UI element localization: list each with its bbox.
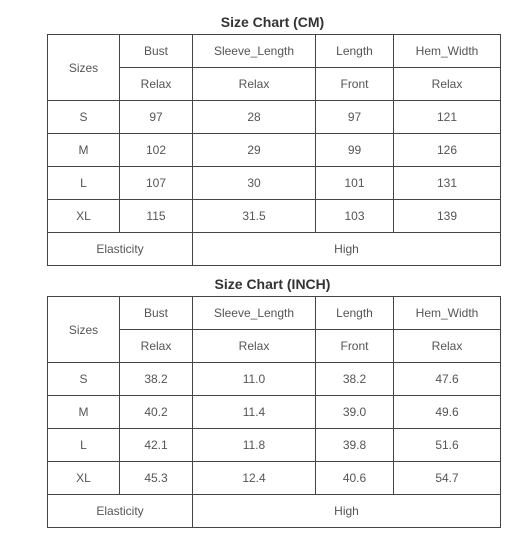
value-cell: 102	[120, 134, 193, 167]
size-cell: S	[48, 363, 120, 396]
sleeve-length-subheader: Relax	[193, 68, 316, 101]
value-cell: 30	[193, 167, 316, 200]
value-cell: 115	[120, 200, 193, 233]
sizes-header: Sizes	[48, 297, 120, 363]
value-cell: 99	[316, 134, 394, 167]
elasticity-value: High	[193, 233, 501, 266]
value-cell: 51.6	[394, 429, 501, 462]
length-subheader: Front	[316, 330, 394, 363]
bust-header: Bust	[120, 297, 193, 330]
table-row	[48, 396, 501, 429]
value-cell: 40.6	[316, 462, 394, 495]
size-cell: S	[48, 101, 120, 134]
elasticity-label: Elasticity	[48, 233, 193, 266]
value-cell: 39.0	[316, 396, 394, 429]
value-cell: 11.8	[193, 429, 316, 462]
length-header: Length	[316, 35, 394, 68]
value-cell: 103	[316, 200, 394, 233]
value-cell: 28	[193, 101, 316, 134]
header-row	[48, 297, 501, 330]
size-cell: M	[48, 134, 120, 167]
value-cell: 29	[193, 134, 316, 167]
header-row	[48, 35, 501, 68]
table-row	[48, 429, 501, 462]
value-cell: 11.4	[193, 396, 316, 429]
length-header: Length	[316, 297, 394, 330]
value-cell: 101	[316, 167, 394, 200]
elasticity-row	[48, 495, 501, 528]
value-cell: 31.5	[193, 200, 316, 233]
value-cell: 45.3	[120, 462, 193, 495]
value-cell: 126	[394, 134, 501, 167]
value-cell: 49.6	[394, 396, 501, 429]
hem-width-header: Hem_Width	[394, 35, 501, 68]
table-row	[48, 134, 501, 167]
value-cell: 40.2	[120, 396, 193, 429]
size-chart-inch-table	[47, 296, 501, 528]
elasticity-row	[48, 233, 501, 266]
value-cell: 131	[394, 167, 501, 200]
size-chart-cm-title: Size Chart (CM)	[220, 14, 325, 30]
sizes-header: Sizes	[48, 35, 120, 101]
hem-width-header: Hem_Width	[394, 297, 501, 330]
table-row	[48, 200, 501, 233]
value-cell: 97	[120, 101, 193, 134]
value-cell: 39.8	[316, 429, 394, 462]
size-chart-inch-title: Size Chart (INCH)	[214, 276, 331, 292]
hem-width-subheader: Relax	[394, 330, 501, 363]
value-cell: 121	[394, 101, 501, 134]
table-row	[48, 462, 501, 495]
elasticity-value: High	[193, 495, 501, 528]
value-cell: 11.0	[193, 363, 316, 396]
value-cell: 139	[394, 200, 501, 233]
table-row	[48, 167, 501, 200]
value-cell: 38.2	[120, 363, 193, 396]
sleeve-length-header: Sleeve_Length	[193, 297, 316, 330]
size-cell: XL	[48, 462, 120, 495]
length-subheader: Front	[316, 68, 394, 101]
table-row	[48, 363, 501, 396]
sleeve-length-subheader: Relax	[193, 330, 316, 363]
value-cell: 107	[120, 167, 193, 200]
size-cell: L	[48, 167, 120, 200]
size-cell: L	[48, 429, 120, 462]
hem-width-subheader: Relax	[394, 68, 501, 101]
bust-subheader: Relax	[120, 68, 193, 101]
value-cell: 38.2	[316, 363, 394, 396]
size-chart-cm-table	[47, 34, 501, 266]
bust-header: Bust	[120, 35, 193, 68]
table-row	[48, 101, 501, 134]
value-cell: 54.7	[394, 462, 501, 495]
bust-subheader: Relax	[120, 330, 193, 363]
size-cell: M	[48, 396, 120, 429]
value-cell: 97	[316, 101, 394, 134]
size-cell: XL	[48, 200, 120, 233]
value-cell: 47.6	[394, 363, 501, 396]
elasticity-label: Elasticity	[48, 495, 193, 528]
sleeve-length-header: Sleeve_Length	[193, 35, 316, 68]
value-cell: 12.4	[193, 462, 316, 495]
value-cell: 42.1	[120, 429, 193, 462]
